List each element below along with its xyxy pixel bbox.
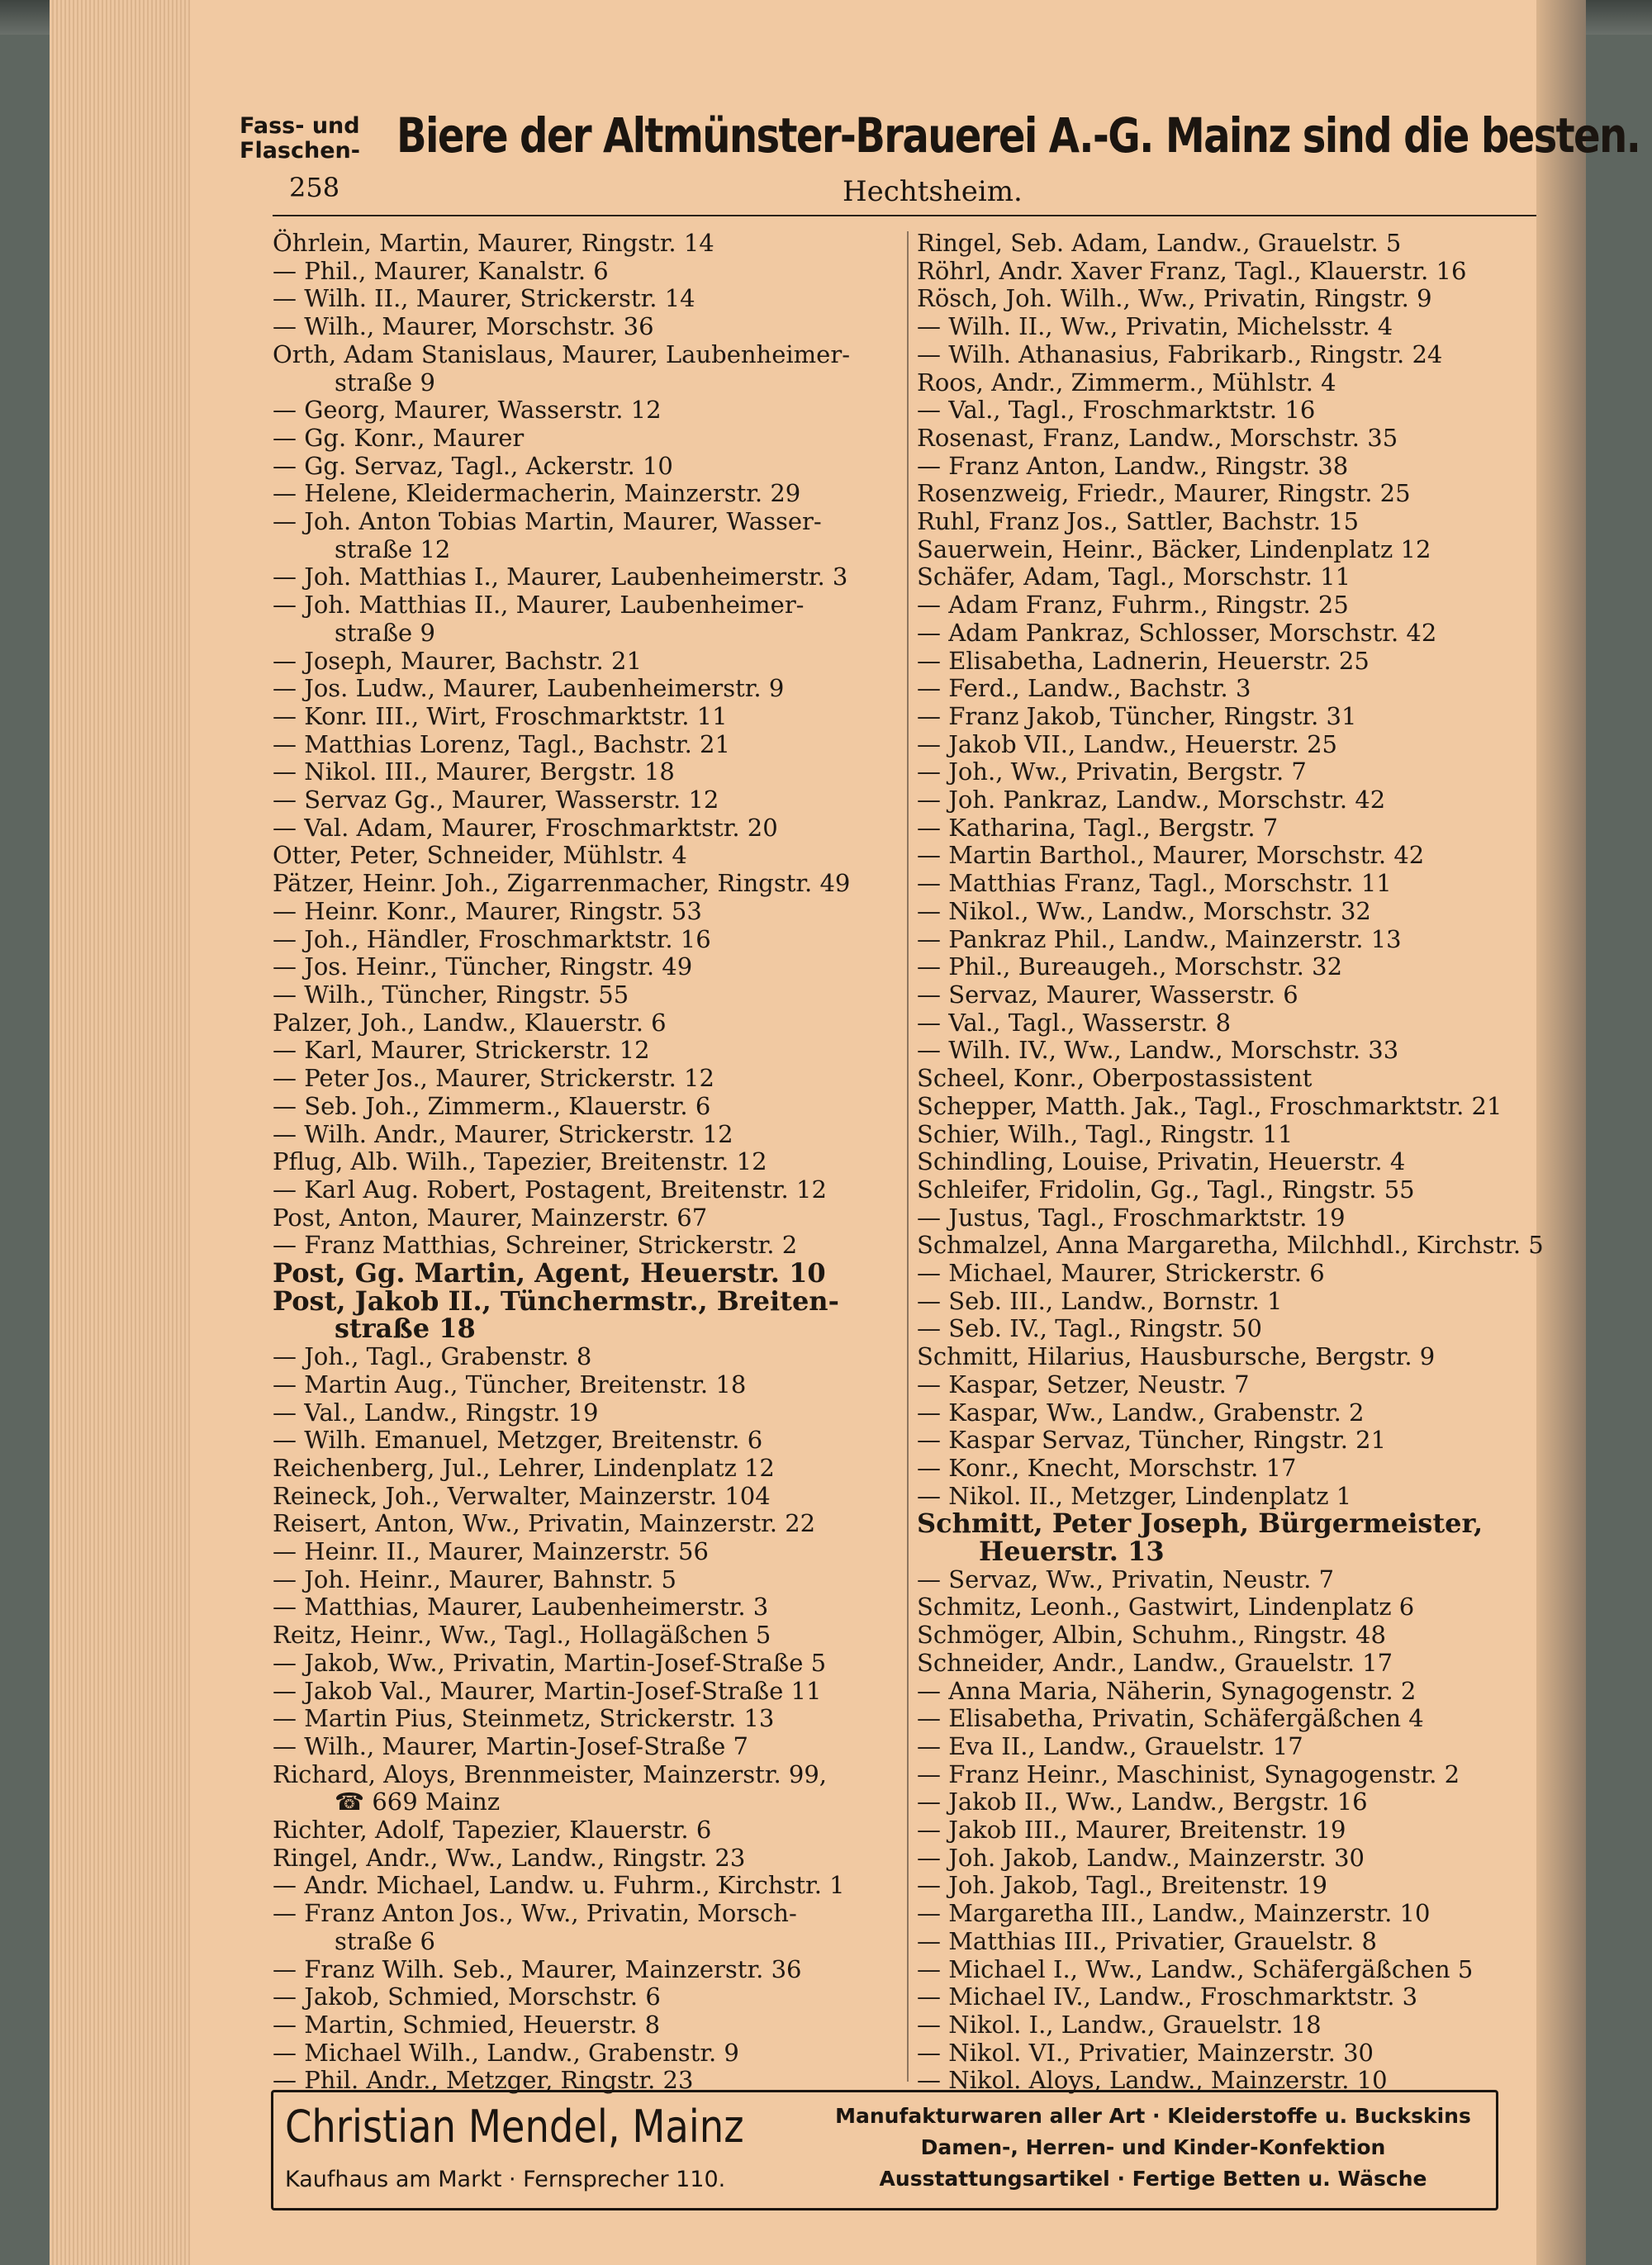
directory-entry: — Wilh. II., Maurer, Strickerstr. 14 xyxy=(273,284,695,313)
directory-entry: Ruhl, Franz Jos., Sattler, Bachstr. 15 xyxy=(917,507,1360,536)
directory-entry: — Joh. Jakob, Tagl., Breitenstr. 19 xyxy=(917,1871,1327,1900)
directory-entry-continuation: straße 12 xyxy=(335,534,451,563)
directory-entry: — Kaspar Servaz, Tüncher, Ringstr. 21 xyxy=(917,1426,1387,1455)
directory-entry: — Jos. Ludw., Maurer, Laubenheimerstr. 9 xyxy=(273,674,785,703)
banner-headline: Biere der Altmünster-Brauerei A.-G. Mainz sind die besten. xyxy=(396,107,1640,164)
directory-entry: Orth, Adam Stanislaus, Maurer, Laubenheimer- xyxy=(273,340,850,368)
directory-entry: — Nikol. III., Maurer, Bergstr. 18 xyxy=(273,757,675,786)
directory-entry: Schmitt, Hilarius, Hausbursche, Bergstr. 9 xyxy=(917,1342,1436,1371)
directory-entry: — Justus, Tagl., Froschmarktstr. 19 xyxy=(917,1203,1346,1232)
directory-entry: — Anna Maria, Näherin, Synagogenstr. 2 xyxy=(917,1676,1417,1705)
directory-entry: — Joh., Ww., Privatin, Bergstr. 7 xyxy=(917,757,1307,786)
directory-entry: — Matthias Franz, Tagl., Morschstr. 11 xyxy=(917,869,1392,898)
directory-entry: — Katharina, Tagl., Bergstr. 7 xyxy=(917,813,1279,842)
directory-entry: — Pankraz Phil., Landw., Mainzerstr. 13 xyxy=(917,924,1402,953)
banner-small-line: Fass- und xyxy=(240,113,360,139)
page-edges xyxy=(50,0,190,2265)
directory-entry: — Martin Pius, Steinmetz, Strickerstr. 13 xyxy=(273,1704,775,1733)
directory-entry: — Nikol. VI., Privatier, Mainzerstr. 30 xyxy=(917,2038,1374,2067)
column-divider xyxy=(907,231,909,2082)
directory-entry-continuation: straße 6 xyxy=(335,1926,435,1955)
directory-entry: Ringel, Seb. Adam, Landw., Grauelstr. 5 xyxy=(917,229,1402,257)
directory-entry: — Matthias III., Privatier, Grauelstr. 8 xyxy=(917,1926,1377,1955)
directory-entry: — Phil., Maurer, Kanalstr. 6 xyxy=(273,256,609,285)
directory-entry: — Jakob, Schmied, Morschstr. 6 xyxy=(273,1982,661,2011)
directory-entry: — Joh. Pankraz, Landw., Morschstr. 42 xyxy=(917,786,1386,814)
directory-entry: — Matthias, Maurer, Laubenheimerstr. 3 xyxy=(273,1593,769,1622)
directory-entry-continuation: straße 9 xyxy=(335,618,435,647)
directory-entry: Schmitz, Leonh., Gastwirt, Lindenplatz 6 xyxy=(917,1593,1415,1622)
directory-entry: Schäfer, Adam, Tagl., Morschstr. 11 xyxy=(917,563,1351,591)
left-column xyxy=(273,230,929,2095)
directory-entry: Schmöger, Albin, Schuhm., Ringstr. 48 xyxy=(917,1621,1386,1650)
directory-entry: — Jakob VII., Landw., Heuerstr. 25 xyxy=(917,729,1337,758)
directory-entry: — Nikol. Aloys, Landw., Mainzerstr. 10 xyxy=(917,2066,1388,2095)
directory-entry: — Joh. Heinr., Maurer, Bahnstr. 5 xyxy=(273,1565,677,1593)
directory-entry: Schindling, Louise, Privatin, Heuerstr. 4 xyxy=(917,1147,1406,1176)
directory-entry: — Servaz, Maurer, Wasserstr. 6 xyxy=(917,980,1298,1009)
directory-entry: — Phil. Andr., Metzger, Ringstr. 23 xyxy=(273,2066,694,2095)
directory-entry: — Jos. Heinr., Tüncher, Ringstr. 49 xyxy=(273,952,693,981)
ad-company-name: Christian Mendel, Mainz xyxy=(285,2101,744,2153)
directory-entry: — Nikol. II., Metzger, Lindenplatz 1 xyxy=(917,1481,1352,1510)
directory-entry: Schmalzel, Anna Margaretha, Milchhdl., Kirchstr. 5 xyxy=(917,1231,1544,1260)
directory-entry: — Franz Wilh. Seb., Maurer, Mainzerstr. 36 xyxy=(273,1954,802,1983)
directory-entry: Palzer, Joh., Landw., Klauerstr. 6 xyxy=(273,1008,667,1037)
running-head-title: Hechtsheim. xyxy=(843,175,1023,208)
directory-entry: — Elisabetha, Ladnerin, Heuerstr. 25 xyxy=(917,646,1370,675)
directory-entry: — Franz Anton, Landw., Ringstr. 38 xyxy=(917,451,1349,480)
directory-entry: Rosenzweig, Friedr., Maurer, Ringstr. 25 xyxy=(917,479,1411,508)
footer-advertisement xyxy=(271,2090,1498,2210)
directory-entry: — Servaz, Ww., Privatin, Neustr. 7 xyxy=(917,1565,1335,1593)
directory-entry: Reisert, Anton, Ww., Privatin, Mainzerstr. 22 xyxy=(273,1509,816,1538)
directory-entry: — Val., Tagl., Froschmarktstr. 16 xyxy=(917,396,1316,425)
directory-entry: — Andr. Michael, Landw. u. Fuhrm., Kirchstr. 1 xyxy=(273,1871,845,1900)
directory-entry: — Seb. Joh., Zimmerm., Klauerstr. 6 xyxy=(273,1091,711,1120)
directory-entry: — Heinr. Konr., Maurer, Ringstr. 53 xyxy=(273,896,702,925)
directory-entry: — Nikol., Ww., Landw., Morschstr. 32 xyxy=(917,896,1371,925)
directory-entry: — Jakob Val., Maurer, Martin-Josef-Straße 11 xyxy=(273,1676,822,1705)
directory-entry: Reitz, Heinr., Ww., Tagl., Hollagäßchen 5 xyxy=(273,1621,771,1650)
directory-entry: — Wilh. Emanuel, Metzger, Breitenstr. 6 xyxy=(273,1426,763,1455)
directory-entry: — Elisabetha, Privatin, Schäfergäßchen 4 xyxy=(917,1704,1424,1733)
directory-entry: — Wilh. II., Ww., Privatin, Michelsstr. 4 xyxy=(917,312,1393,341)
directory-entry: Post, Gg. Martin, Agent, Heuerstr. 10 xyxy=(273,1257,826,1289)
directory-entry: — Seb. III., Landw., Bornstr. 1 xyxy=(917,1286,1283,1315)
directory-entry: — Jakob III., Maurer, Breitenstr. 19 xyxy=(917,1816,1346,1845)
directory-entry: Pflug, Alb. Wilh., Tapezier, Breitenstr. 12 xyxy=(273,1147,767,1176)
directory-entry: — Val., Landw., Ringstr. 19 xyxy=(273,1398,599,1427)
directory-entry: — Franz Heinr., Maschinist, Synagogenstr. 2 xyxy=(917,1759,1460,1788)
directory-entry: Schepper, Matth. Jak., Tagl., Froschmarktstr. 21 xyxy=(917,1091,1502,1120)
directory-entry: — Franz Anton Jos., Ww., Privatin, Morsch- xyxy=(273,1899,797,1928)
directory-entry: — Heinr. II., Maurer, Mainzerstr. 56 xyxy=(273,1537,709,1566)
header-rule xyxy=(273,215,1536,216)
directory-entry: — Phil., Bureaugeh., Morschstr. 32 xyxy=(917,952,1343,981)
ad-products-line: Manufakturwaren aller Art · Kleiderstoffe u. Buckskins xyxy=(835,2104,1471,2128)
directory-entry: Rösch, Joh. Wilh., Ww., Privatin, Ringstr. 9 xyxy=(917,284,1432,313)
directory-entry: — Gg. Servaz, Tagl., Ackerstr. 10 xyxy=(273,451,673,480)
directory-entry: — Franz Jakob, Tüncher, Ringstr. 31 xyxy=(917,701,1357,730)
directory-entry: — Adam Pankraz, Schlosser, Morschstr. 42 xyxy=(917,618,1437,647)
directory-entry: — Kaspar, Ww., Landw., Grabenstr. 2 xyxy=(917,1398,1365,1427)
directory-entry: Rosenast, Franz, Landw., Morschstr. 35 xyxy=(917,423,1398,452)
directory-entry: — Franz Matthias, Schreiner, Strickerstr. 2 xyxy=(273,1231,798,1260)
directory-entry: — Val. Adam, Maurer, Froschmarktstr. 20 xyxy=(273,813,778,842)
directory-entry: — Joh., Händler, Froschmarktstr. 16 xyxy=(273,924,711,953)
directory-entry: — Helene, Kleidermacherin, Mainzerstr. 29 xyxy=(273,479,801,508)
directory-entry: — Michael Wilh., Landw., Grabenstr. 9 xyxy=(273,2038,739,2067)
directory-entry: — Joseph, Maurer, Bachstr. 21 xyxy=(273,646,642,675)
directory-entry: — Karl, Maurer, Strickerstr. 12 xyxy=(273,1036,650,1065)
page-number: 258 xyxy=(289,172,340,203)
advertisement-banner xyxy=(240,107,1640,182)
directory-entry: Post, Jakob II., Tünchermstr., Breiten- xyxy=(273,1284,839,1317)
ad-products xyxy=(819,2101,1488,2195)
directory-entry: — Martin, Schmied, Heuerstr. 8 xyxy=(273,2011,661,2039)
directory-entry: — Wilh. IV., Ww., Landw., Morschstr. 33 xyxy=(917,1036,1399,1065)
directory-entry: — Joh. Matthias II., Maurer, Laubenheimer- xyxy=(273,591,805,620)
directory-entry: Scheel, Konr., Oberpostassistent xyxy=(917,1064,1313,1093)
directory-entry: — Joh. Anton Tobias Martin, Maurer, Wasser- xyxy=(273,507,822,536)
directory-entry: — Gg. Konr., Maurer xyxy=(273,423,525,452)
directory-entry: — Michael I., Ww., Landw., Schäfergäßchen 5 xyxy=(917,1954,1474,1983)
directory-entry: Schmitt, Peter Joseph, Bürgermeister, xyxy=(917,1508,1483,1540)
ad-products-line: Ausstattungsartikel · Fertige Betten u. Wäsche xyxy=(879,2167,1427,2191)
banner-small-line: Flaschen- xyxy=(240,138,360,164)
directory-entry: Roos, Andr., Zimmerm., Mühlstr. 4 xyxy=(917,368,1336,396)
directory-entry-continuation: straße 9 xyxy=(335,368,435,396)
directory-entry: — Wilh., Maurer, Morschstr. 36 xyxy=(273,312,654,341)
directory-entry: Schleifer, Fridolin, Gg., Tagl., Ringstr. 55 xyxy=(917,1175,1415,1204)
directory-entry: Ringel, Andr., Ww., Landw., Ringstr. 23 xyxy=(273,1843,746,1872)
directory-entry: — Georg, Maurer, Wasserstr. 12 xyxy=(273,396,662,425)
directory-entry: — Servaz Gg., Maurer, Wasserstr. 12 xyxy=(273,786,719,814)
directory-entry: — Konr. III., Wirt, Froschmarktstr. 11 xyxy=(273,701,728,730)
directory-entry: — Jakob, Ww., Privatin, Martin-Josef-Straße 5 xyxy=(273,1648,827,1677)
directory-entry: Otter, Peter, Schneider, Mühlstr. 4 xyxy=(273,841,687,870)
directory-entry: — Wilh. Athanasius, Fabrikarb., Ringstr. 24 xyxy=(917,340,1443,368)
directory-entry: Röhrl, Andr. Xaver Franz, Tagl., Klauerstr. 16 xyxy=(917,256,1467,285)
directory-entry: Schier, Wilh., Tagl., Ringstr. 11 xyxy=(917,1119,1294,1148)
directory-entry: — Matthias Lorenz, Tagl., Bachstr. 21 xyxy=(273,729,730,758)
directory-entry: Pätzer, Heinr. Joh., Zigarrenmacher, Ringstr. 49 xyxy=(273,869,851,898)
directory-entry: Öhrlein, Martin, Maurer, Ringstr. 14 xyxy=(273,229,714,257)
directory-entry: — Martin Barthol., Maurer, Morschstr. 42 xyxy=(917,841,1425,870)
directory-entry: — Karl Aug. Robert, Postagent, Breitenstr. 12 xyxy=(273,1175,827,1204)
ad-products-line: Damen-, Herren- und Kinder-Konfektion xyxy=(920,2135,1386,2159)
directory-entry-continuation: ☎ 669 Mainz xyxy=(335,1788,501,1816)
ad-address: Kaufhaus am Markt · Fernsprecher 110. xyxy=(285,2167,726,2192)
banner-small-text xyxy=(240,114,388,164)
directory-entry: — Margaretha III., Landw., Mainzerstr. 10 xyxy=(917,1899,1431,1928)
directory-entry: — Adam Franz, Fuhrm., Ringstr. 25 xyxy=(917,591,1349,620)
directory-entry: — Wilh., Maurer, Martin-Josef-Straße 7 xyxy=(273,1731,748,1760)
directory-entry: — Val., Tagl., Wasserstr. 8 xyxy=(917,1008,1232,1037)
directory-entry: — Michael IV., Landw., Froschmarktstr. 3 xyxy=(917,1982,1418,2011)
directory-entry: — Peter Jos., Maurer, Strickerstr. 12 xyxy=(273,1064,714,1093)
directory-entry: — Seb. IV., Tagl., Ringstr. 50 xyxy=(917,1314,1263,1343)
directory-entry: — Ferd., Landw., Bachstr. 3 xyxy=(917,674,1251,703)
directory-entry-continuation: Heuerstr. 13 xyxy=(979,1536,1165,1568)
directory-entry: — Michael, Maurer, Strickerstr. 6 xyxy=(917,1259,1325,1288)
directory-entry: Sauerwein, Heinr., Bäcker, Lindenplatz 12 xyxy=(917,534,1431,563)
directory-entry: Richard, Aloys, Brennmeister, Mainzerstr. 99, xyxy=(273,1759,828,1788)
directory-entry-continuation: straße 18 xyxy=(335,1313,476,1345)
directory-entry: — Joh. Jakob, Landw., Mainzerstr. 30 xyxy=(917,1843,1365,1872)
directory-entry: Richter, Adolf, Tapezier, Klauerstr. 6 xyxy=(273,1816,712,1845)
directory-entry: — Eva II., Landw., Grauelstr. 17 xyxy=(917,1731,1303,1760)
directory-entry: — Wilh., Tüncher, Ringstr. 55 xyxy=(273,980,629,1009)
directory-entry: Reichenberg, Jul., Lehrer, Lindenplatz 12 xyxy=(273,1453,775,1482)
directory-entry: — Martin Aug., Tüncher, Breitenstr. 18 xyxy=(273,1370,747,1398)
directory-entry: Post, Anton, Maurer, Mainzerstr. 67 xyxy=(273,1203,708,1232)
right-column xyxy=(917,230,1545,2095)
directory-entry: — Joh. Matthias I., Maurer, Laubenheimerstr. 3 xyxy=(273,563,848,591)
directory-entry: — Konr., Knecht, Morschstr. 17 xyxy=(917,1453,1297,1482)
directory-entry: — Joh., Tagl., Grabenstr. 8 xyxy=(273,1342,592,1371)
directory-entry: Schneider, Andr., Landw., Grauelstr. 17 xyxy=(917,1648,1393,1677)
directory-entry: — Nikol. I., Landw., Grauelstr. 18 xyxy=(917,2011,1322,2039)
directory-entry: — Jakob II., Ww., Landw., Bergstr. 16 xyxy=(917,1788,1368,1816)
directory-entry: — Wilh. Andr., Maurer, Strickerstr. 12 xyxy=(273,1119,733,1148)
directory-entry: Reineck, Joh., Verwalter, Mainzerstr. 104 xyxy=(273,1481,771,1510)
directory-entry: — Kaspar, Setzer, Neustr. 7 xyxy=(917,1370,1250,1398)
